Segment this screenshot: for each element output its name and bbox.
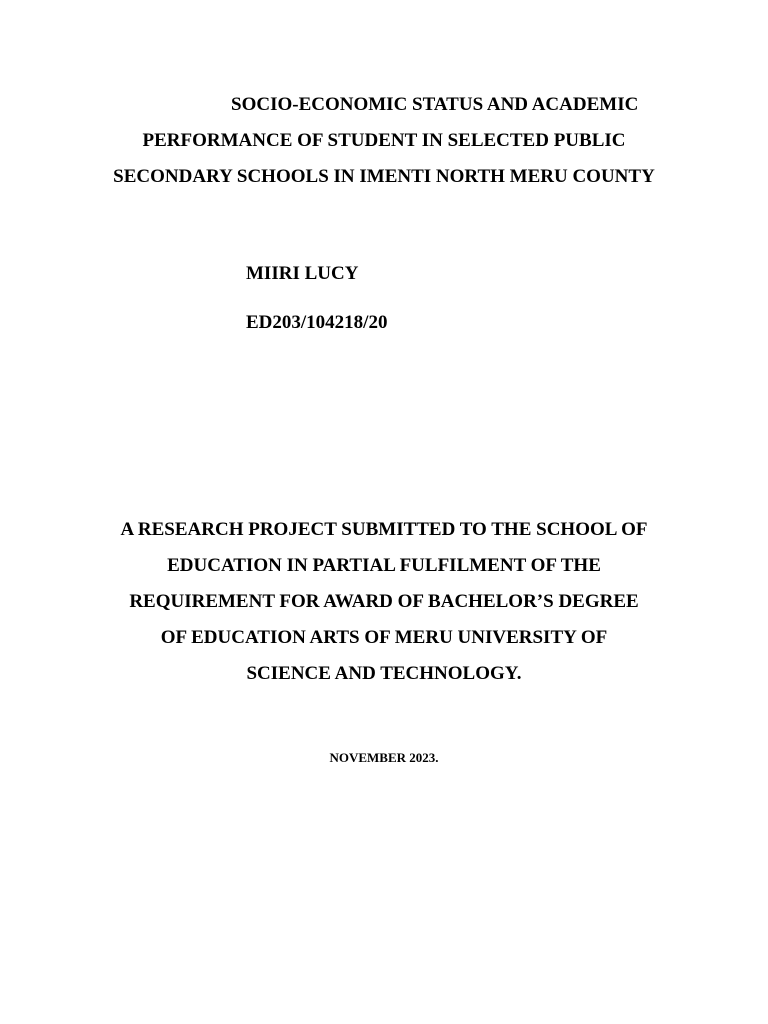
title-line-3: SECONDARY SCHOOLS IN IMENTI NORTH MERU COUNTY xyxy=(113,166,655,187)
author-name: MIIRI LUCY xyxy=(246,263,359,284)
registration-number: ED203/104218/20 xyxy=(246,312,388,333)
submission-line-5: SCIENCE AND TECHNOLOGY. xyxy=(246,663,522,684)
title-line-2: PERFORMANCE OF STUDENT IN SELECTED PUBLIC xyxy=(142,130,626,151)
submission-date: NOVEMBER 2023. xyxy=(329,750,439,765)
submission-line-1: A RESEARCH PROJECT SUBMITTED TO THE SCHOOL OF xyxy=(120,519,648,540)
submission-line-2: EDUCATION IN PARTIAL FULFILMENT OF THE xyxy=(167,555,601,576)
submission-line-3: REQUIREMENT FOR AWARD OF BACHELOR’S DEGREE xyxy=(129,591,639,612)
submission-line-4: OF EDUCATION ARTS OF MERU UNIVERSITY OF xyxy=(160,627,608,648)
title-line-1: SOCIO-ECONOMIC STATUS AND ACADEMIC xyxy=(231,94,639,115)
